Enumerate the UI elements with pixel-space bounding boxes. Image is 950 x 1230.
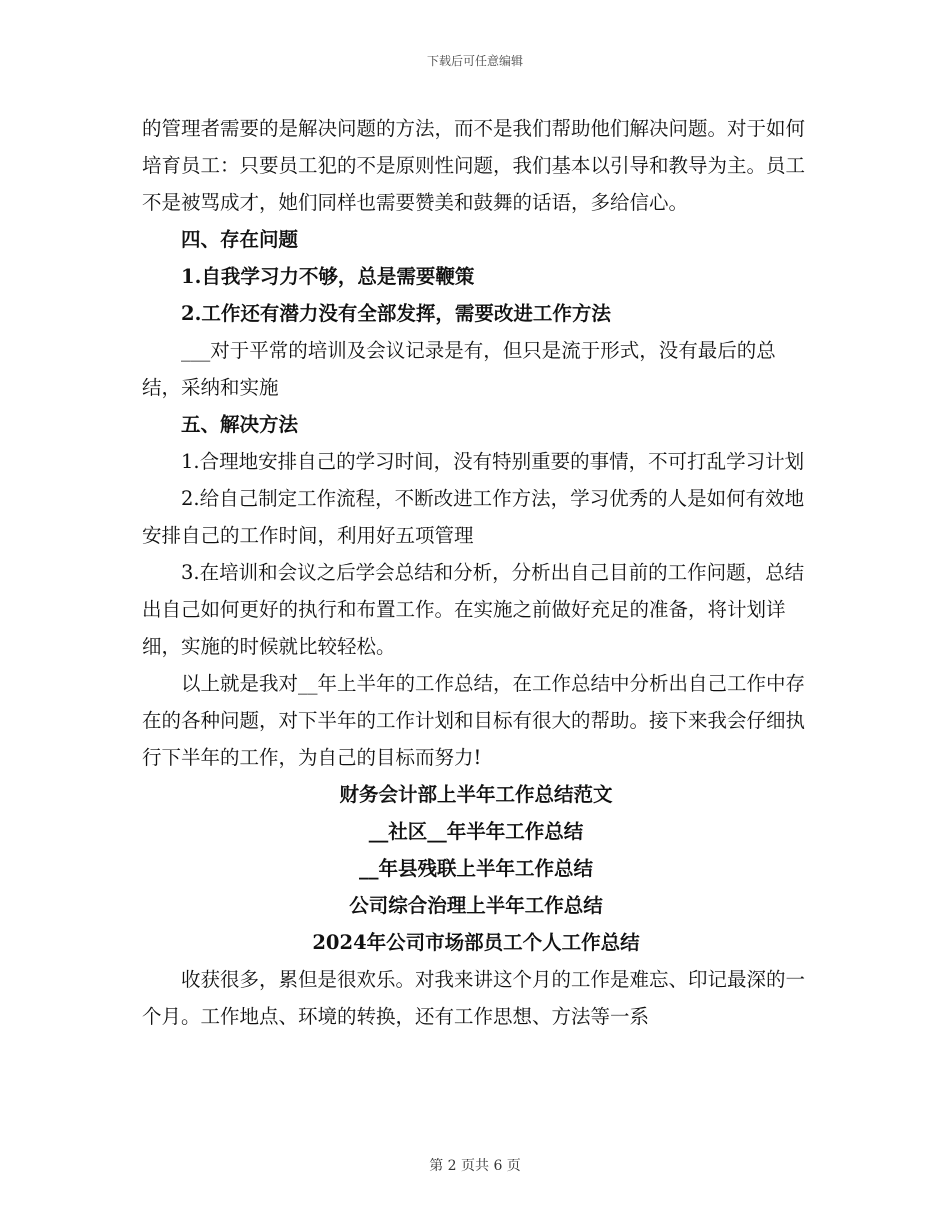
section-heading: 四、存在问题	[181, 228, 299, 251]
related-title: __年县残联上半年工作总结	[358, 857, 593, 880]
bold-list-item: 2.工作还有潜力没有全部发挥，需要改进工作方法	[181, 302, 611, 325]
document-body	[142, 110, 810, 1035]
section-heading: 五、解决方法	[181, 413, 299, 436]
page-footer: 第 2 页共 6 页	[429, 1158, 521, 1174]
body-paragraph: ___对于平常的培训及会议记录是有，但只是流于形式，没有最后的总结，采纳和实施	[142, 339, 776, 399]
body-paragraph: 的管理者需要的是解决问题的方法，而不是我们帮助他们解决问题。对于如何培育员工：只要员工犯的不是原则性问题，我们基本以引导和教导为主。员工不是被骂成才，她们同样也需要赞美和鼓舞的话语，多给信心。	[142, 117, 806, 214]
list-item: 3.在培训和会议之后学会总结和分析，分析出自己目前的工作问题，总结出自己如何更好的执行和布置工作。在实施之前做好充足的准备，将计划详细，实施的时候就比较轻松。	[142, 561, 805, 658]
article-title: 2024年公司市场部员工个人工作总结	[312, 931, 640, 954]
related-title: __社区__年半年工作总结	[368, 820, 584, 843]
related-title: 财务会计部上半年工作总结范文	[339, 783, 613, 806]
body-paragraph: 收获很多，累但是很欢乐。对我来讲这个月的工作是难忘、印记最深的一个月。工作地点、环境的转换，还有工作思想、方法等一系	[142, 968, 806, 1028]
list-item: 1.合理地安排自己的学习时间，没有特别重要的事情，不可打乱学习计划	[181, 450, 805, 473]
related-title: 公司综合治理上半年工作总结	[349, 894, 603, 917]
page-header: 下载后可任意编辑	[426, 54, 523, 68]
body-paragraph: 以上就是我对__年上半年的工作总结，在工作总结中分析出自己工作中存在的各种问题，对下半年的工作计划和目标有很大的帮助。接下来我会仔细执行下半年的工作，为自己的目标而努力!	[142, 672, 806, 769]
bold-list-item: 1.自我学习力不够，总是需要鞭策	[181, 265, 475, 288]
list-item: 2.给自己制定工作流程，不断改进工作方法，学习优秀的人是如何有效地安排自己的工作时间，利用好五项管理	[142, 487, 805, 547]
